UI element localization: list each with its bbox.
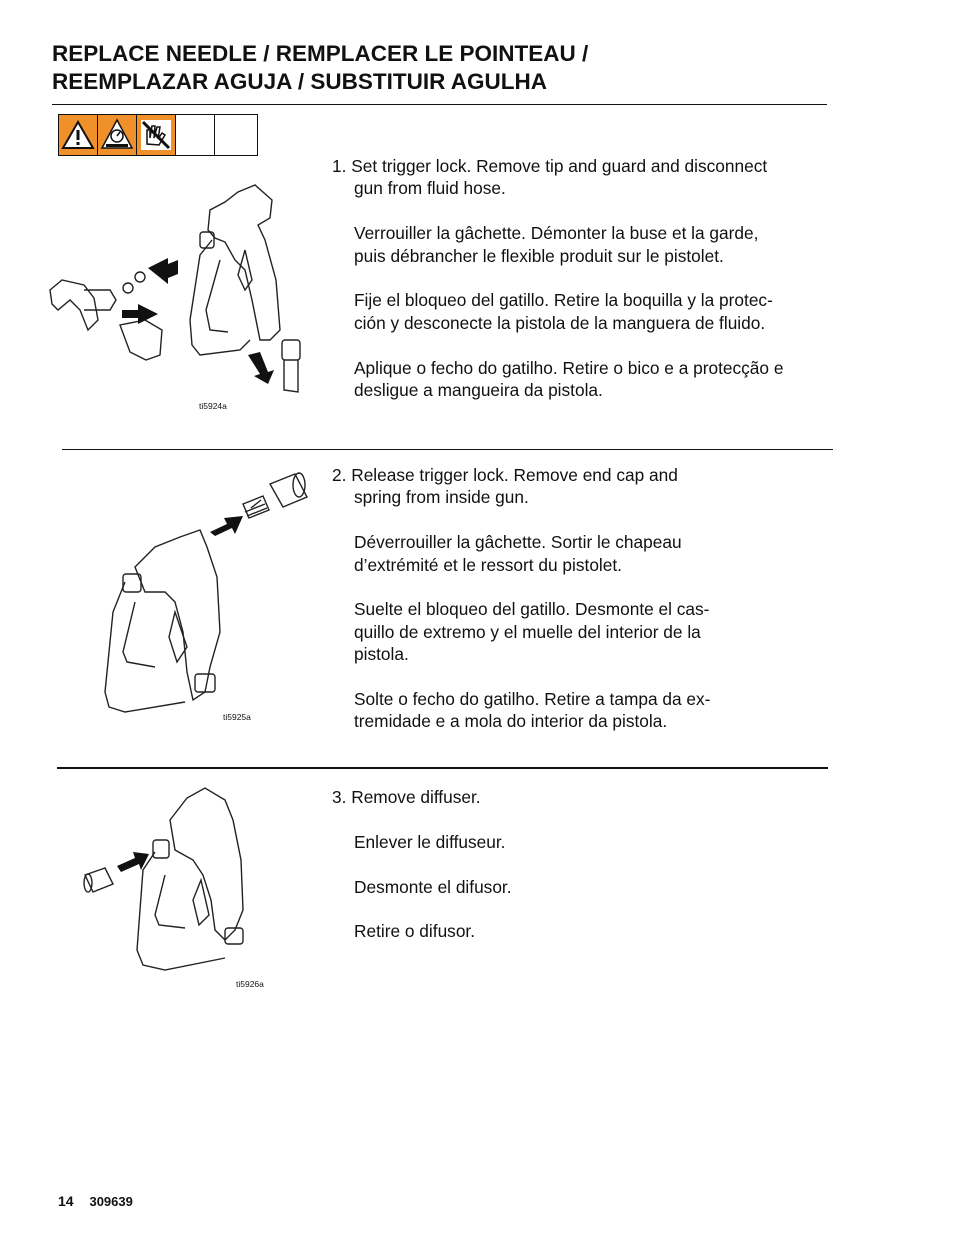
arrow-icon xyxy=(148,258,178,284)
step-1-text xyxy=(332,155,832,401)
step-2-fr-line-2: d’extrémité et le ressort du pistolet. xyxy=(354,554,622,575)
document-number: 309639 xyxy=(89,1194,133,1209)
step-2-figure xyxy=(95,462,325,722)
step-2-pt xyxy=(332,688,832,733)
title-divider xyxy=(52,104,827,105)
warning-icon xyxy=(59,115,98,155)
step-2-en-line-2: spring from inside gun. xyxy=(354,487,529,508)
step-1-pt-line-1: Aplique o fecho do gatilho. Retire o bico e a protecção e xyxy=(354,357,784,378)
title-line-1: REPLACE NEEDLE / REMPLACER LE POINTEAU / xyxy=(52,41,589,66)
arrow-icon xyxy=(122,304,158,324)
step-1-fr-line-2: puis débrancher le flexible produit sur le pistolet. xyxy=(354,245,724,266)
gloves-icon xyxy=(137,115,176,155)
step-2-es-line-1: Suelte el bloqueo del gatillo. Desmonte el cas- xyxy=(354,599,710,620)
page-number: 14 xyxy=(58,1193,74,1209)
figure-id-2: ti5925a xyxy=(223,712,251,722)
step-2-pt-line-2: tremidade e a mola do interior da pistola. xyxy=(354,711,668,732)
step-1-pt xyxy=(332,357,832,402)
step-2-pt-line-1: Solte o fecho do gatilho. Retire a tampa da ex- xyxy=(354,689,711,710)
step-3-pt-line-1: Retire o difusor. xyxy=(354,921,476,942)
page-title xyxy=(52,40,852,96)
page-footer xyxy=(58,1193,145,1209)
step-3-es-line-1: Desmonte el difusor. xyxy=(354,876,512,897)
end-cap xyxy=(270,474,307,507)
title-line-2: REEMPLAZAR AGUJA / SUBSTITUIR AGULHA xyxy=(52,69,547,94)
step-2-en-line-1: 2. Release trigger lock. Remove end cap and xyxy=(332,465,678,485)
step-divider-2 xyxy=(57,767,828,769)
step-3-figure xyxy=(75,780,275,980)
step-3-fr xyxy=(332,831,832,853)
figure-id-1: ti5924a xyxy=(199,401,227,411)
pressure-relief-icon xyxy=(98,115,137,155)
figure-id-3: ti5926a xyxy=(236,979,264,989)
step-2-fr-line-1: Déverrouiller la gâchette. Sortir le chapeau xyxy=(354,532,682,553)
step-2-es-line-2: quillo de extremo y el muelle del interior de la xyxy=(354,621,701,642)
step-1-figure xyxy=(40,180,310,410)
step-2-fr xyxy=(332,531,832,576)
empty-symbol-cell-2 xyxy=(215,115,257,155)
step-2-es xyxy=(332,598,832,665)
step-1-fr-line-1: Verrouiller la gâchette. Démonter la buse et la garde, xyxy=(354,223,759,244)
step-3-en: 3. Remove diffuser. xyxy=(332,787,481,807)
step-1-es-line-2: ción y desconecte la pistola de la manguera de fluido. xyxy=(354,312,766,333)
step-divider-1 xyxy=(62,449,833,450)
empty-symbol-cell-1 xyxy=(176,115,215,155)
step-1-fr xyxy=(332,222,832,267)
step-3-fr-line-1: Enlever le diffuseur. xyxy=(354,831,506,852)
step-3-es xyxy=(332,876,832,898)
step-1-es-line-1: Fije el bloqueo del gatillo. Retire la boquilla y la protec- xyxy=(354,290,773,311)
arrow-icon xyxy=(210,516,243,536)
diffuser xyxy=(85,868,113,892)
tip-guard xyxy=(50,280,98,330)
symbol-box xyxy=(58,114,258,156)
arrow-icon xyxy=(248,352,274,384)
step-1-es xyxy=(332,289,832,334)
step-2-text xyxy=(332,464,832,733)
step-3-text xyxy=(332,786,832,943)
step-3-pt xyxy=(332,920,832,942)
step-1-pt-line-2: desligue a mangueira da pistola. xyxy=(354,380,603,401)
step-1-en-line-2: gun from fluid hose. xyxy=(354,178,506,199)
step-2-es-line-3: pistola. xyxy=(354,644,409,665)
step-1-en-line-1: 1. Set trigger lock. Remove tip and guard and disconnect xyxy=(332,156,768,176)
